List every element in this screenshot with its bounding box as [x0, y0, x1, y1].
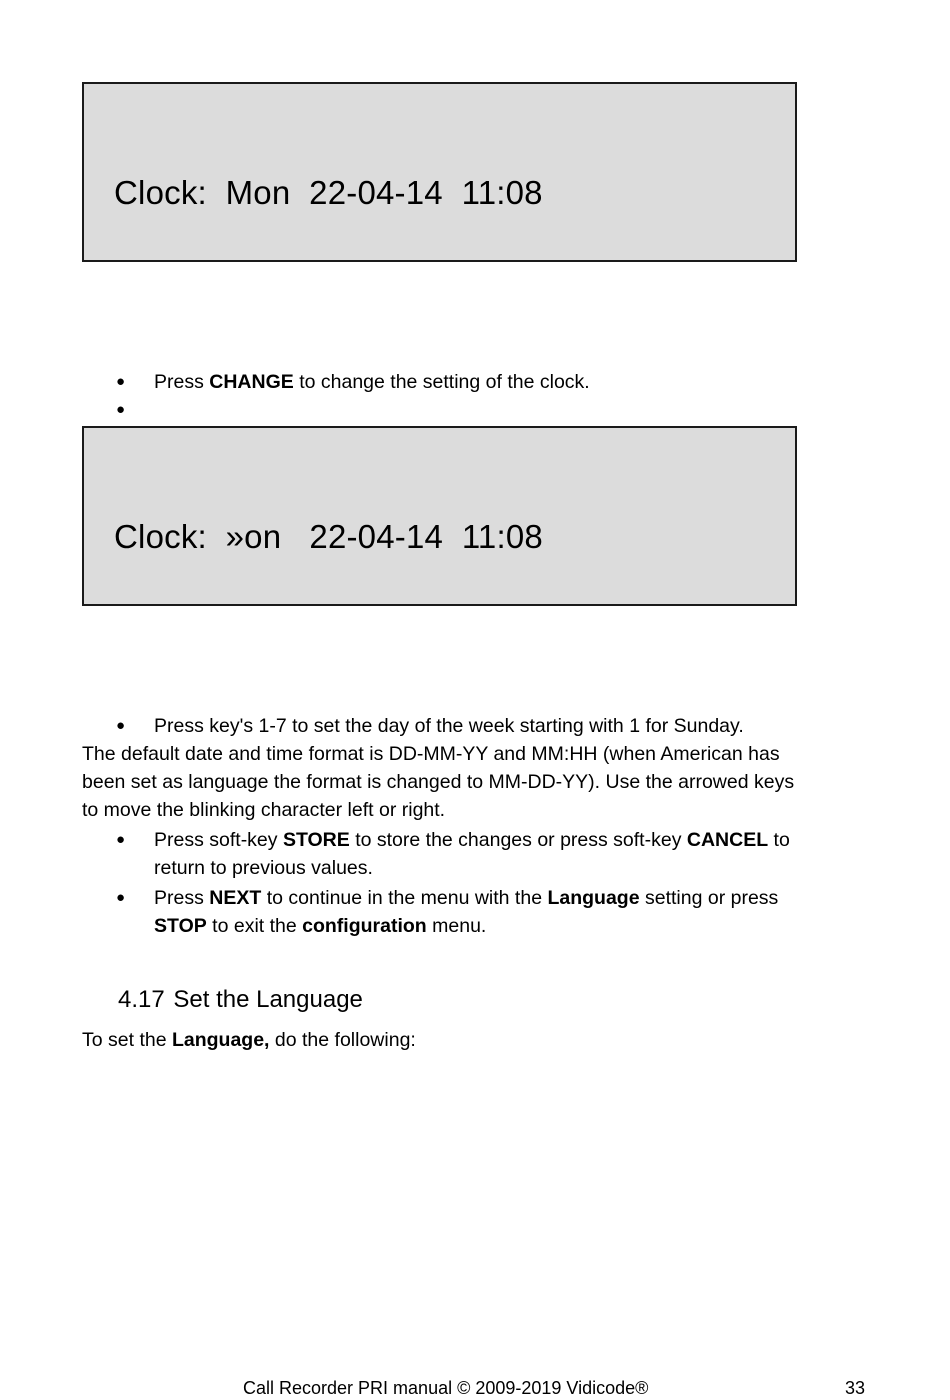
lcd-text: Clock: Mon 22-04-14 11:08: [114, 174, 543, 211]
section-title: Set the Language: [173, 986, 363, 1013]
section-number: 4.17: [118, 986, 165, 1013]
instruction-change: Press CHANGE to change the setting of the clock.: [154, 371, 590, 393]
lcd-text: Clock: »on 22-04-14 11:08: [114, 518, 543, 555]
key-cancel: CANCEL: [686, 829, 769, 851]
instruction-next-cont: STOP to exit the configuration menu.: [154, 915, 487, 937]
page-number: 33: [845, 1378, 866, 1398]
key-store: STORE: [282, 829, 350, 851]
paragraph-line: The default date and time format is DD-MM-YY and MM:HH (when American has: [82, 743, 780, 765]
key-next: NEXT: [209, 887, 262, 909]
instruction-store-cont: return to previous values.: [154, 857, 373, 879]
paragraph-line: been set as language the format is changed to MM-DD-YY). Use the arrowed keys: [82, 771, 795, 793]
bullet-icon: ●: [116, 717, 126, 734]
bullet-icon: ●: [116, 831, 126, 848]
bullet-icon: ●: [116, 373, 126, 390]
footer-text: Call Recorder PRI manual © 2009-2019 Vidicode®: [243, 1378, 649, 1398]
paragraph-line: to move the blinking character left or right.: [82, 799, 446, 821]
bullet-icon: ●: [116, 401, 126, 418]
section-heading: [118, 986, 363, 1014]
key-stop: STOP: [154, 915, 207, 937]
instruction-next: Press NEXT to continue in the menu with the Language setting or press: [154, 887, 779, 909]
term-language: Language: [547, 887, 640, 909]
lcd-display-1: [82, 82, 797, 262]
term-language: Language,: [171, 1029, 270, 1051]
instruction-keys: Press key's 1-7 to set the day of the week starting with 1 for Sunday.: [154, 715, 744, 737]
lcd-display-2: [82, 426, 797, 606]
bullet-icon: ●: [116, 889, 126, 906]
term-configuration: configuration: [302, 915, 427, 937]
section-intro: To set the Language, do the following:: [82, 1029, 416, 1051]
instruction-store: Press soft-key STORE to store the changes or press soft-key CANCEL to: [154, 829, 790, 851]
key-change: CHANGE: [209, 371, 294, 393]
